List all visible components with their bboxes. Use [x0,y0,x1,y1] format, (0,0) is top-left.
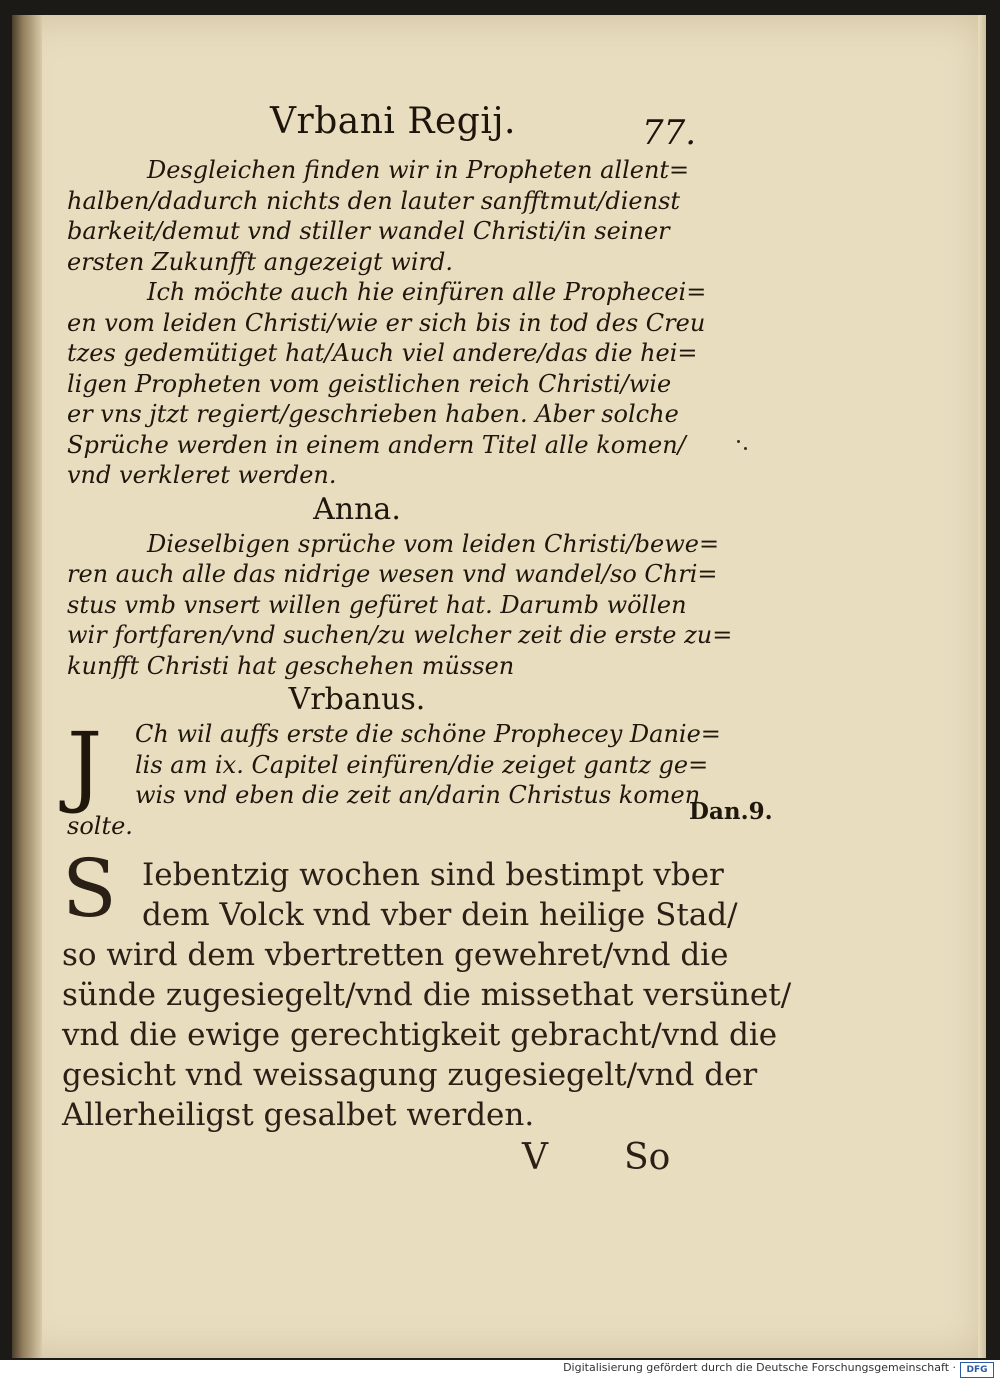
text-line: Ich möchte auch hie einfüren alle Prophecei= [147,278,707,306]
text-line: solte. [67,811,133,840]
quote-line: gesicht vnd weissagung zugesiegelt/vnd der [62,1057,758,1093]
quote-line: so wird dem vbertretten gewehret/vnd die [62,937,729,973]
text-line: wir fortfaren/vnd suchen/zu welcher zeit die erste zu= [67,621,733,649]
page-edge [978,15,986,1358]
text-line: kunfft Christi hat geschehen müssen [67,651,515,680]
margin-reference: Dan.9. [689,798,773,825]
catchword: So [624,1137,671,1178]
speaker-heading-urbanus: Vrbanus. [288,682,426,717]
text-line: ren auch alle das nidrige wesen vnd wandel/so Chri= [67,560,718,588]
text-line: lis am ix. Capitel einfüren/die zeiget gantz ge= [135,750,709,779]
text-line: ligen Propheten vom geistlichen reich Christi/wie [67,369,672,398]
running-head: Vrbani Regij. [270,101,516,142]
text-line: en vom leiden Christi/wie er sich bis in tod des Creu [67,308,706,337]
text-line: Desgleichen finden wir in Propheten allent= [147,156,690,184]
paragraph-with-initial [67,713,721,841]
quote-line: vnd die ewige gerechtigkeit gebracht/vnd die [62,1017,778,1053]
text-line: Sprüche werden in einem andern Titel alle komen/ [67,430,686,459]
decorated-initial: S [62,842,117,935]
text-line: wis vnd eben die zeit an/darin Christus komen [135,781,701,809]
text-line: halben/dadurch nichts den lauter sanfftmut/dienst [67,186,681,215]
quote-line: Iebentzig wochen sind bestimpt vber [142,857,724,893]
page-gutter-shadow [12,15,42,1358]
paper-speck [737,440,740,443]
page-number: 77. [642,113,697,153]
text-line: stus vmb vnsert willen gefüret hat. Darumb wöllen [67,590,687,619]
signature-mark: V [522,1137,548,1178]
quote-line: Allerheiligst gesalbet werden. [62,1097,535,1133]
text-line: ersten Zukunfft angezeigt wird. [67,247,453,276]
quote-line: sünde zugesiegelt/vnd die missethat versünet/ [62,977,792,1013]
book-page [12,15,986,1358]
quote-line: dem Volck vnd vber dein heilige Stad/ [142,897,738,933]
decorated-initial: J [67,713,103,816]
text-line: vnd verkleret werden. [67,461,337,489]
text-line: er vns jtzt regiert/geschrieben haben. Aber solche [67,400,679,428]
text-line: Dieselbigen sprüche vom leiden Christi/bewe= [147,529,720,558]
text-line: barkeit/demut vnd stiller wandel Christi/in seiner [67,217,670,245]
paper-speck [744,447,747,450]
text-line: tzes gedemütiget hat/Auch viel andere/das die hei= [67,339,698,367]
bible-quotation [62,842,792,1135]
speaker-heading-anna: Anna. [313,491,401,527]
text-line: Ch wil auffs erste die schöne Prophecey Danie= [135,720,721,748]
footer-credit: Digitalisierung gefördert durch die Deutsche Forschungsgemeinschaft · [563,1361,956,1374]
dfg-logo: DFG [960,1362,994,1378]
